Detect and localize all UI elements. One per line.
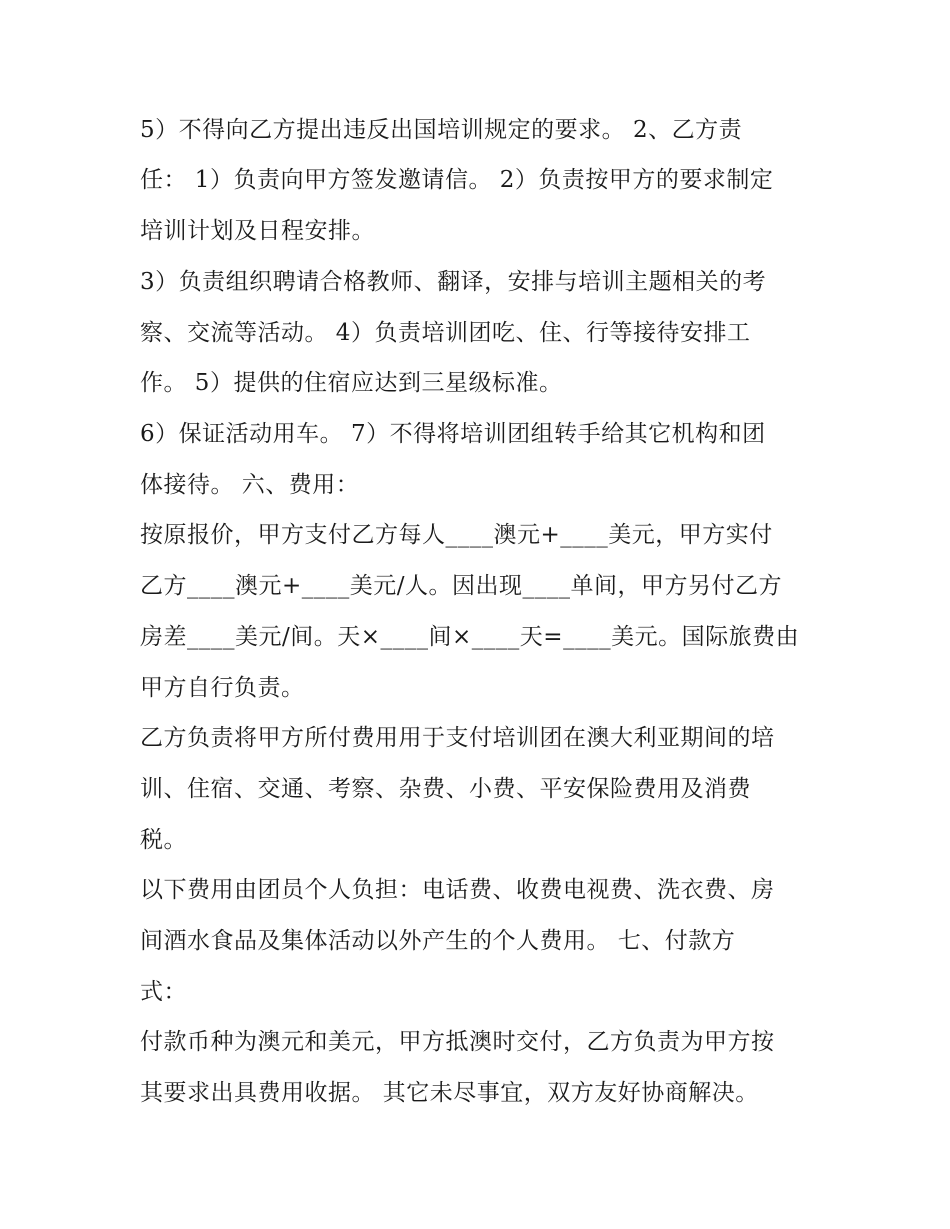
text-line: 间酒水食品及集体活动以外产生的个人费用。 七、付款方 xyxy=(140,928,736,954)
text-line: 察、交流等活动。 4）负责培训团吃、住、行等接待安排工 xyxy=(140,320,751,346)
text-line: 按原报价，甲方支付乙方每人____澳元+____美元，甲方实付 xyxy=(140,522,773,548)
text-line: 以下费用由团员个人负担：电话费、收费电视费、洗衣费、房 xyxy=(140,877,775,903)
text-line: 任： 1）负责向甲方签发邀请信。 2）负责按甲方的要求制定 xyxy=(140,167,774,193)
text-line: 甲方自行负责。 xyxy=(140,675,305,701)
text-line: 其要求出具费用收据。 其它未尽事宜，双方友好协商解决。 xyxy=(140,1080,759,1106)
text-line: 5）不得向乙方提出违反出国培训规定的要求。 2、乙方责 xyxy=(140,117,743,143)
text-line: 培训计划及日程安排。 xyxy=(140,218,375,244)
text-line: 体接待。 六、费用： xyxy=(140,472,360,498)
text-line: 3）负责组织聘请合格教师、翻译，安排与培训主题相关的考 xyxy=(140,269,767,295)
text-line: 付款币种为澳元和美元，甲方抵澳时交付，乙方负责为甲方按 xyxy=(140,1029,775,1055)
text-line: 房差____美元/间。天×____间×____天=____美元。国际旅费由 xyxy=(140,624,800,650)
text-line: 式： xyxy=(140,979,187,1005)
text-line: 6）保证活动用车。 7）不得将培训团组转手给其它机构和团 xyxy=(140,421,766,447)
text-line: 乙方____澳元+____美元/人。因出现____单间，甲方另付乙方 xyxy=(140,573,783,599)
text-line: 乙方负责将甲方所付费用用于支付培训团在澳大利亚期间的培 xyxy=(140,725,775,751)
text-line: 税。 xyxy=(140,827,187,853)
text-line: 作。 5）提供的住宿应达到三星级标准。 xyxy=(140,370,563,396)
text-line: 训、住宿、交通、考察、杂费、小费、平安保险费用及消费 xyxy=(140,776,751,802)
